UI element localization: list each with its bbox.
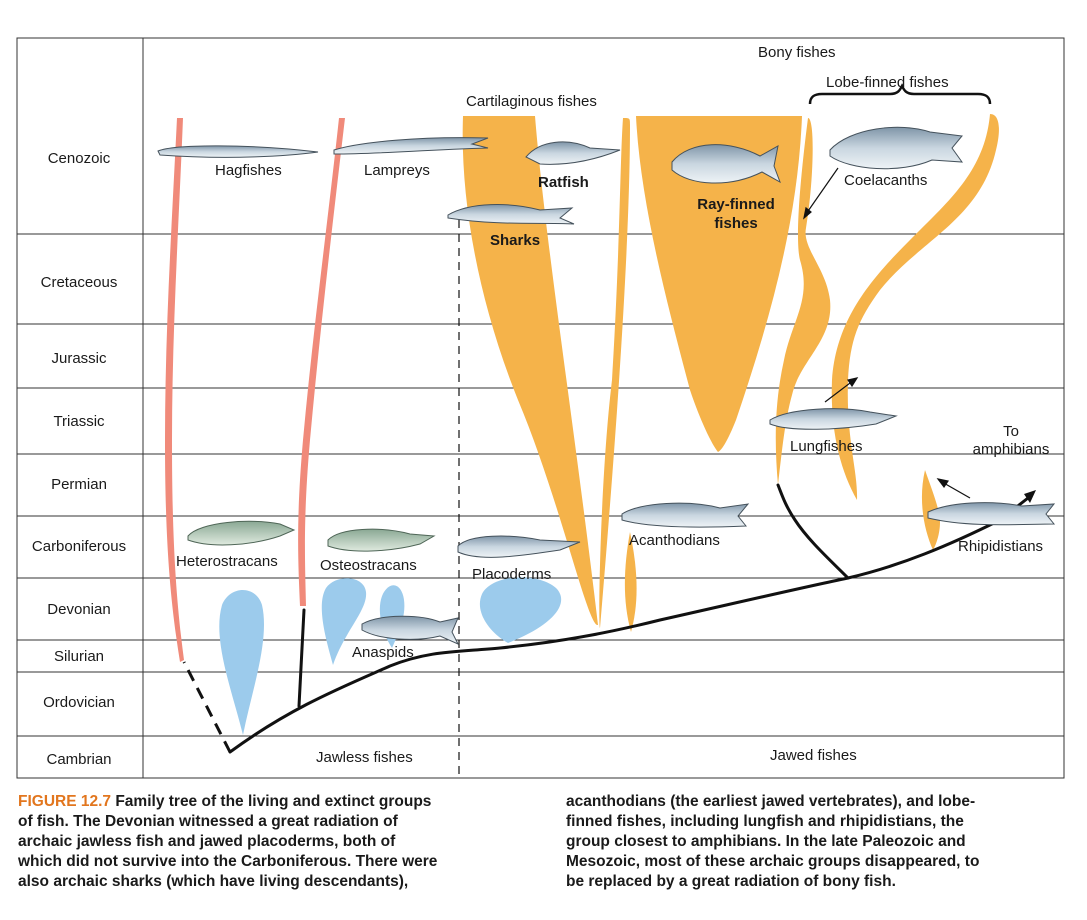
caption-line: of fish. The Devonian witnessed a great radiation of [18,813,398,830]
caption-left [18,792,524,892]
lamprey-lineage [298,118,345,606]
caption-line: Mesozoic, most of these archaic groups disappeared, to [566,853,980,870]
caption-line: also archaic sharks (which have living descendants), [18,873,409,890]
bony-fishes-label: Bony fishes [758,44,836,61]
period-label-cretaceous: Cretaceous [40,274,118,291]
coelacanths-label: Coelacanths [844,172,928,189]
lungfish-illustration [770,409,896,430]
coelacanth-illustration [830,127,962,168]
osteostracans-label: Osteostracans [320,557,417,574]
caption-line: archaic jawless fish and jawed placoderms, both of [18,833,396,850]
caption-line: group closest to amphibians. In the late Paleozoic and [566,833,966,850]
jawless-fishes-label: Jawless fishes [316,749,413,766]
rhipidistian-illustration [928,503,1054,525]
period-label-jurassic: Jurassic [51,350,107,367]
ratfish-illustration [526,142,620,164]
placoderms-label: Placoderms [472,566,552,583]
ratfish-lineage [599,118,630,628]
caption-line: which did not survive into the Carboniferous. There were [18,853,438,870]
period-label-carboniferous: Carboniferous [31,538,127,555]
caption-line: be replaced by a great radiation of bony fish. [566,873,896,890]
hagfish-lineage [165,118,184,662]
lungfish-pointer-head [848,378,857,386]
lungfish-stem [778,485,848,578]
hagfish-illustration [158,146,318,157]
period-label-permian: Permian [51,476,107,493]
osteostracan-illustration [328,529,434,551]
placoderm-lineage [480,577,561,643]
anaspids-label: Anaspids [352,644,414,661]
period-label-ordovician: Ordovician [43,694,115,711]
sharks-label: Sharks [490,232,541,249]
period-label-silurian: Silurian [53,648,105,665]
acanthodians-label: Acanthodians [629,532,720,549]
jawless-fish-illustrations [188,521,434,551]
ray-finned-label-line1: Ray-finned [697,196,775,213]
rhipidistian-pointer-head [938,479,948,487]
hagfishes-label: Hagfishes [215,162,282,179]
caption-line: acanthodians (the earliest jawed vertebrates), and lobe- [566,793,976,810]
lungfishes-label: Lungfishes [790,438,863,455]
caption-text: Family tree of the living and extinct groups [111,793,432,810]
jawless-lineages [165,118,345,662]
heterostracans-label: Heterostracans [176,553,278,570]
period-label-cenozoic: Cenozoic [47,150,111,167]
period-label-devonian: Devonian [47,601,111,618]
caption-line: finned fishes, including lungfish and rhipidistians, the [566,813,964,830]
heterostracan-illustration [188,521,294,545]
rhipidistians-label: Rhipidistians [958,538,1044,555]
acanthodian-illustration [622,503,748,527]
period-label-triassic: Triassic [53,413,105,430]
lampreys-label: Lampreys [364,162,430,179]
lobe-finned-fishes-label: Lobe-finned fishes [826,74,949,91]
to-amphibians-label-line2: amphibians [972,441,1050,458]
shark-illustration [448,205,574,224]
heterostracan-lineage [219,590,264,735]
placoderm-illustration [458,536,580,557]
figure-number: FIGURE 12.7 [18,793,112,810]
caption-line [18,792,524,812]
period-label-cambrian: Cambrian [46,751,112,768]
lamprey-stem [299,610,304,706]
to-amphibians-label-line1: To [1003,423,1019,440]
cartilaginous-fishes-label: Cartilaginous fishes [466,93,597,110]
jawed-fishes-label: Jawed fishes [770,747,857,764]
ray-finned-label-line2: fishes [714,215,758,232]
ratfish-label: Ratfish [538,174,589,191]
caption-right [566,792,1066,892]
fish-illustrations [158,127,1054,644]
hagfish-stem-dashed [184,662,230,752]
